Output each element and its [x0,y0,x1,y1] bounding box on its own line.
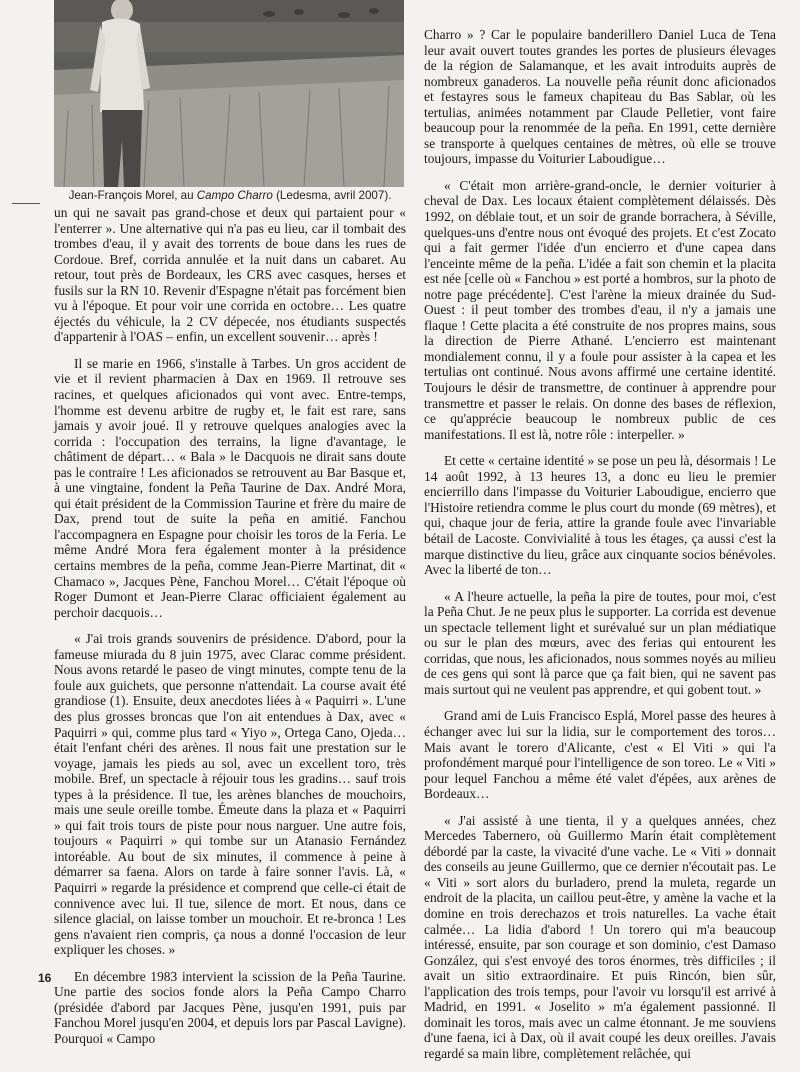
paragraph: Grand ami de Luis Francisco Esplá, Morel passe des heures à échanger avec lui sur la lidia, sur le comportement des toros… Mais avant le torero d'Alicante, c'est « El Viti » qui l'a profondément marqué pour l'intelligence de son toreo. Le « Viti » pour lequel Fanchou a même été valet d'épées, aux arènes de Bordeaux… [424,708,776,802]
photo-caption [54,188,406,203]
paragraph: un qui ne savait pas grand-chose et deux qui partaient pour « l'enterrer ». Une alternative qui n'a pas eu lieu, car il tombait des trombes d'eau, il y avait des torrents de boue dans les rues de Cordoue. Bref, corrida annulée et la nuit dans un cabaret. Au retour, tout près de Bordeaux, les CRS avec casques, herses et fusils sur la RN 10. Revenir d'Espagne n'était pas forcément bien vu à l'époque. Et pour voir une corrida en octobre… Les quatre éjectés du véhicule, la 2 CV dépecée, nos étudiants suspectés d'appartenir à l'OAS – enfin, un excellent souvenir… après ! [54,205,406,345]
margin-rule [12,203,40,204]
paragraph: « C'était mon arrière-grand-oncle, le dernier voiturier à cheval de Dax. Les locaux étaient complètement délaissés. Dès 1992, on déblaie tout, et un soir de grande borrachera, à Séville, quelques-uns d'entre nous ont évoqué des projets. Et c'est Zocato qui a fait germer l'idée d'un encierro et d'une capea dans l'enceinte même de la peña. L'idée a fait son chemin et la placita est née [celle où « Fanchou » est porté a hombros, sur la photo de notre page précédente]. C'est l'arène la mieux drainée du Sud-Ouest : il peut tomber des trombes d'eau, il n'y a jamais une flaque ! Cette placita a été construite de nos propres mains, sous la direction de Pierre Athané. L'encierro est maintenant mondialement connu, il y a foule pour assister à la capea et les tertulias ont continué. Nous avons affirmé une certaine identité. Toujours le désir de transmettre, de continuer à apprendre pour transmettre et passer le relais. On donne des bases de réflexion, ce qu'apprécie beaucoup le nombreux public de ces manifestations. Il est là, notre rôle : interpeller. » [424,177,776,442]
right-column [424,27,776,1072]
paragraph: « J'ai trois grands souvenirs de présidence. D'abord, pour la fameuse miurada du 8 juin 1975, avec Clarac comme président. Nous avons retardé le paseo de vingt minutes, compte tenu de la foule aux guichets, que personne n'attendait. La course avait été grandiose (1). Ensuite, deux anecdotes liées à « Paquirri ». L'une des plus grosses broncas que l'on ait entendues à Dax, avec « Paquirri » qui, comme plus tard « Yiyo », Ortega Cano, Ojeda… était l'enfant chéri des arènes. Il nous fait une prestation sur le voyage, jamais les pieds au sol, avec un excellent toro, très mobile. Bref, un spectacle à réjouir tous les gradins… sauf trois types à la présidence. Il tue, les arènes blanches de mouchoirs, mais une seule oreille tombe. Émeute dans la plaza et « Paquirri » qui fait trois tours de piste pour nous narguer. Une autre fois, toujours « Paquirri » qui tombe sur un Atanasio Fernández intoréable. Au bout de six minutes, il commence à peine à démarrer sa faena. Alors on tarde à faire sonner l'avis. Là, « Paquirri » regarde la présidence et comprend que celle-ci était de connivence avec lui. Il tue, silence de mort. Et nous, dans ce silence glacial, on laisse tomber un mouchoir. Et re-bronca ! Les gens n'avaient rien compris, ça nous a donné l'occasion de leur expliquer les choses. » [54,631,406,958]
paragraph: Il se marie en 1966, s'installe à Tarbes. Un gros accident de vie et il revient pharmacien à Dax en 1969. Il retrouve ses racines, et quelques aficionados qui vont avec. Entre-temps, l'homme est devenu arbitre de rugby et, le fait est rare, sans jamais y avoir joué. Il y retrouve quelques analogies avec la corrida : l'occupation des terrains, la ligne d'avantage, le châtiment de départ… « Bala » le Dacquois ne dirait sans doute pas le contraire ! Les aficionados se retrouvent au Bar Basque et, à une vingtaine, fondent la Peña Taurine de Dax. André Mora, qui était président de la Commission Taurine et frère du maire de Dax, prend tout de suite la peña en amitié. Fanchou l'accompagnera en Espagne pour choisir les toros de la Feria. Le même André Mora fera également monter à la présidence certains membres de la peña, comme Jean-Pierre Martinat, dit « Chamaco », Jacques Pène, Fanchou Morel… C'était l'époque où Roger Dumont et Jean-Pierre Clarac officiaient également au perchoir dacquois… [54,355,406,620]
paragraph: En décembre 1983 intervient la scission de la Peña Taurine. Une partie des socios fonde alors la Peña Campo Charro (présidée d'abord par Jacques Pène, jusqu'en 1991, puis par Fanchou Morel jusqu'en 2004, et depuis lors par Pascal Lavigne). Pourquoi « Campo [54,968,406,1046]
field-scene-illustration [54,0,404,187]
caption-rest: (Ledesma, avril 2007). [272,189,392,202]
paragraph: « J'ai assisté à une tienta, il y a quelques années, chez Mercedes Tabernero, où Guillermo Marín était complètement débordé par la caste, la vivacité d'une vache. Le « Viti » donnait des conseils au jeune Guillermo, que ce dernier n'écoutait pas. Le « Viti » sort alors du burladero, prend la muleta, regarde un endroit de la placita, un caillou peut-être, y amène la vache et la domine en trois derechazos et trois naturelles. La vache était calmée… La lidia d'abord ! Un torero qui m'a beaucoup intéressé, ensuite, par son courage et son dominio, c'est Damaso González, qui s'est envoyé des toros énormes, très difficiles ; il avait un sitio extraordinaire. Et puis Rincón, bien sûr, l'application des trois temps, pour l'avoir vu lorsqu'il est arrivé à Madrid, en 1991. « Joselito » m'a également passionné. Il dominait les toros, mais avec un calme étonnant. Je me souviens d'une faena, ici à Dax, où il avait coupé les deux oreilles. J'avais regardé sa main libre, complètement relâchée, qui [424,812,776,1061]
page-number: 16 [38,971,52,985]
portrait-photo [54,0,404,187]
left-column [54,205,406,1052]
caption-place: Campo Charro [196,189,273,202]
paragraph: Charro » ? Car le populaire banderillero Daniel Luca de Tena leur avait ouvert toutes grandes les portes de plusieurs élevages de la région de Salamanque, et les avait introduits auprès de nombreux ganaderos. La nouvelle peña réunit donc aficionados et festayres sous le fameux chapiteau du Bas Sablar, où les tertulias, animées notamment par Claude Pelletier, vont faire beaucoup pour la renommée de la peña. En 1991, cette dernière se transporte à quelques centaines de mètres, où elle se trouve toujours, impasse du Voiturier Laboudigue… [424,27,776,167]
caption-name: Jean-François Morel, au [68,189,197,202]
paragraph: « A l'heure actuelle, la peña la pire de toutes, pour moi, c'est la Peña Chut. Je ne peux plus le supporter. La corrida est devenue un spectacle tellement light et surévalué sur un plan médiatique ou sur le plan des mœurs, avec des ferias qui entourent les corridas, que nous, les aficionados, nous sommes noyés au milieu de ces gens qui sont là parce que ça fait bien, qui ne savent pas mais surtout qui ne veulent pas apprendre, et qui gobent tout. » [424,588,776,697]
paragraph: Et cette « certaine identité » se pose un peu là, désormais ! Le 14 août 1992, à 13 heures 13, a donc eu lieu le premier encierrillo dans l'impasse du Voiturier Laboudigue, encierro que l'Histoire retiendra comme le plus court du monde (69 mètres), et qui, chaque jour de feria, attire la grande foule avec l'invariable bétail de Lacoste. Convivialité à tous les étages, ça aussi c'est la marque distinctive du lieu, grâce aux cinquante socios bénévoles. Avec la liberté de ton… [424,453,776,578]
